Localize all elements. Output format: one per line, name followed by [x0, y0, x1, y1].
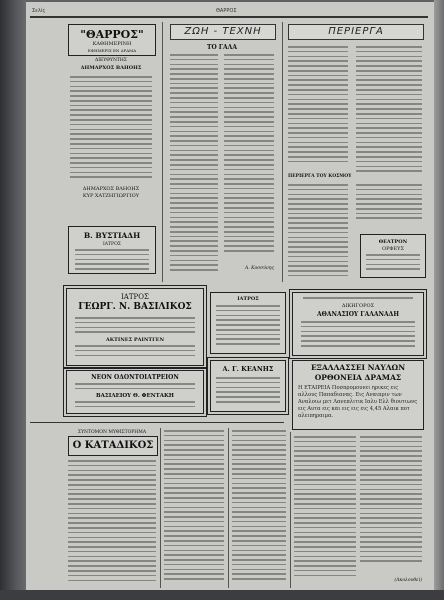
ad-dental-title: ΝΕΟΝ ΟΔΟΝΤΟΙΑΤΡΕΙΟΝ — [91, 374, 179, 381]
scan-bottom-edge — [0, 590, 444, 600]
periergha-col-a — [288, 46, 348, 170]
periergha-subheading: ΠΕΡΙΕΡΓΑ ΤΟΥ ΚΟΣΜΟΥ — [288, 174, 352, 179]
section-periergha: ΠΕΡΙΕΡΓΑ — [288, 24, 424, 40]
ad-vasilikos-extra: ΑΚΤΙΝΕΣ ΡΑΙΝΤΓΕΝ — [105, 337, 165, 343]
masthead-title: "ΘΑΡΡΟΣ" — [80, 28, 144, 41]
ad-navlon-body: Η ΕΤΑΙΡΕΙΑ Ποσπρομουνει ηρικες εις αλλους Παπαδιανας. Εις Αναιπριν των Αναλοιω μετ Λανεπλιτικ Ιαλυ Ελλ θιουτιωνς εις Αυτα εις και εις εις εις 4,45 Αλαικ ποτ αλειπηραιμα. — [298, 385, 418, 419]
ad-navlon-sub: ΟΡΘΟΝΕΙΑ ΔΡΑΜΑΣ — [314, 373, 402, 382]
article-title-gala: ΤΟ ΓΑΛΑ — [206, 44, 237, 51]
column-divider — [162, 22, 163, 282]
ad-center1 — [210, 292, 286, 354]
ad-vasilikos — [66, 288, 204, 366]
page-header-center: ΘΑΡΡΟΣ — [216, 8, 237, 14]
ad-vystiadi-sub: ΙΑΤΡΟΣ — [103, 242, 121, 247]
masthead-director: ΔΙΕΥΘΥΝΤΗΣ — [95, 58, 127, 63]
ad-vasilikos-name: ΓΕΩΡΓ. Ν. ΒΑΣΙΛΙΚΟΣ — [78, 302, 192, 312]
section-zoi-techni: ΖΩΗ - ΤΕΧΝΗ — [170, 24, 276, 40]
band-rule — [30, 422, 284, 423]
ad-navlon — [292, 360, 424, 430]
ad-theatre — [360, 234, 426, 278]
page-header-left: Σελίς — [32, 8, 46, 14]
serial-title: Ο ΚΑΤΑΔΙΚΟΣ — [72, 440, 154, 451]
column-divider — [282, 22, 283, 282]
col1-footer-name: ΔΗΜΑΡΧΟΣ ΒΛΗΟΗΣ — [82, 186, 140, 192]
ad-theatre-sub: ΟΡΦΕΥΣ — [381, 246, 405, 252]
newspaper-page — [26, 2, 434, 590]
serial-section-small: ΣΥΝΤΟΜΟΝ ΜΥΘΙΣΤΟΡΗΜΑ — [77, 430, 147, 435]
masthead-sub2: ΕΦΗΜΕΡΙΣ ΕΝ ΔΡΑΜΑ — [87, 48, 137, 53]
serial-title-box — [68, 436, 158, 456]
ad-lawyer-name: ΑΘΑΝΑΣΙΟΥ ΓΑΛΑΝΑΔΗ — [316, 311, 399, 318]
ad-vystiadi-name: Β. ΒΥΣΤΙΑΔΗ — [83, 231, 141, 240]
ad-navlon-title: ΕΞΑΛΛΑΣΣΕΙ ΝΑΥΛΩΝ — [310, 363, 406, 372]
periergha-col-b — [356, 46, 422, 176]
ad-lawyer-title: ΔΙΚΗΓΟΡΟΣ — [341, 303, 375, 309]
article-col-a — [170, 54, 218, 276]
article-signature: Α. Κοσσύνης — [244, 266, 274, 271]
ad-center2-title: Α. Γ. ΚΕΑΝΗΣ — [222, 365, 274, 373]
masthead-editor: ΔΗΜΑΡΧΟΣ ΒΛΗΟΗΣ — [80, 65, 142, 71]
serial-col-e — [360, 436, 422, 572]
serial-col-c — [232, 430, 286, 588]
col1-footer-sub: ΚΥΡ ΧΑΤΖΗΓΙΩΡΓΙΟΥ — [82, 193, 140, 199]
ad-theatre-title: ΘΕΑΤΡΟΝ — [378, 239, 408, 245]
column-divider — [160, 428, 161, 588]
ad-lawyer — [292, 292, 424, 356]
ad-center1-title: ΙΑΤΡΟΣ — [237, 296, 259, 302]
ad-dental-name: ΒΑΣΙΛΕΙΟΥ Θ. ΦΕΝΤΑΚΗ — [95, 393, 174, 399]
column-divider — [290, 432, 291, 588]
masthead-box — [68, 24, 156, 56]
page-edge — [434, 0, 444, 600]
column-divider — [228, 428, 229, 588]
serial-col-a — [68, 460, 156, 588]
periergha-col-a2 — [288, 184, 348, 280]
book-spine — [0, 0, 26, 600]
ad-center2 — [210, 360, 286, 412]
ad-vasilikos-title: ΙΑΤΡΟΣ — [121, 293, 149, 301]
serial-col-b — [164, 430, 224, 588]
ad-dental — [66, 370, 204, 414]
serial-end-note: (Ακολουθεί) — [394, 578, 422, 583]
article-col-b — [224, 54, 274, 260]
periergha-col-b2 — [356, 184, 422, 224]
header-rule — [30, 16, 428, 18]
serial-col-d — [294, 436, 356, 586]
masthead-sub1: ΚΑΘΗΜΕΡΙΝΗ — [92, 41, 132, 47]
col1-text-block — [70, 76, 152, 182]
ad-vystiadi — [68, 226, 156, 274]
